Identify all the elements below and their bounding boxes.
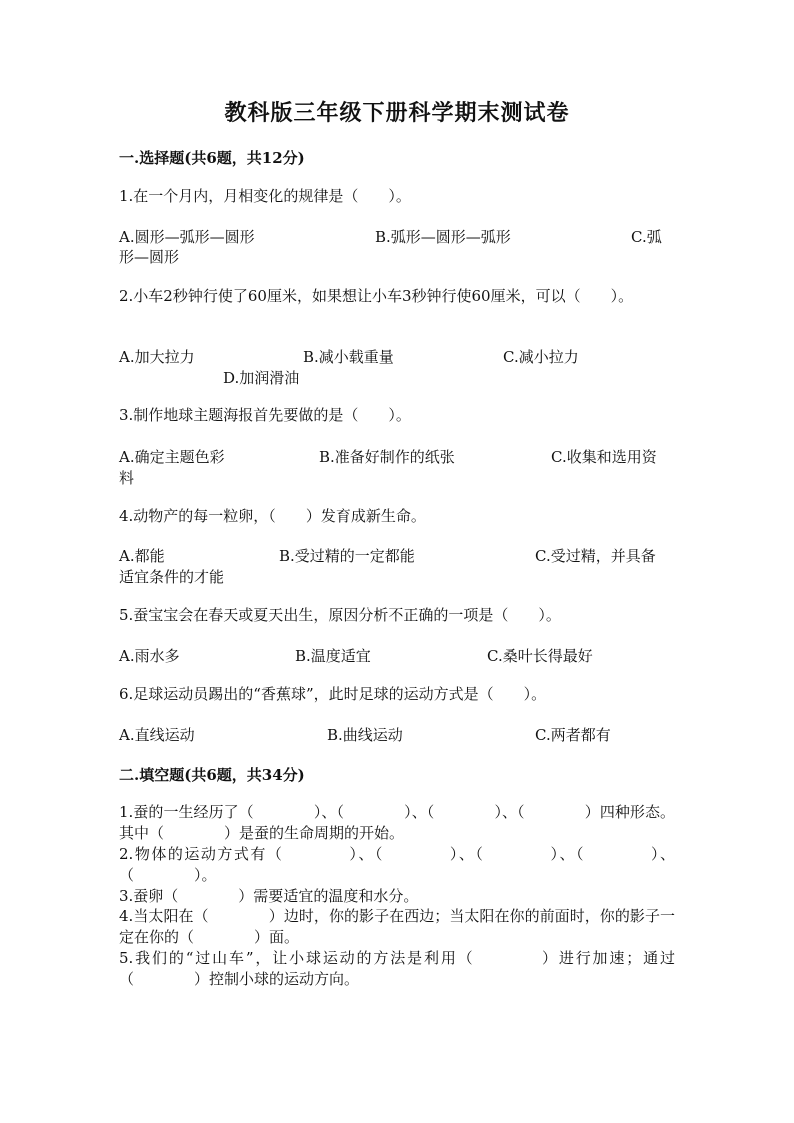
q1-option-c: C.弧 — [631, 228, 662, 246]
fill-item-1: 1.蚕的一生经历了（ ）、（ ）、（ ）、（ ）四种形态。其中（ ）是蚕的生命周期的开始。 — [119, 803, 675, 842]
q5-option-c: C.桑叶长得最好 — [487, 647, 593, 665]
q3-option-c-continued: 料 — [119, 469, 135, 487]
q3-option-c: C.收集和选用资 — [551, 448, 657, 466]
q3-option-a: A.确定主题色彩 — [119, 448, 225, 466]
q4-option-c-continued: 适宜条件的才能 — [119, 568, 225, 586]
question-3: 3.制作地球主题海报首先要做的是（ ）。 — [119, 406, 411, 424]
fill-item-5: 5.我们的“过山车”，让小球运动的方法是利用（ ）进行加速；通过（ ）控制小球的运动方向。 — [119, 949, 675, 988]
q1-option-a: A.圆形—弧形—圆形 — [119, 228, 255, 246]
q2-option-c: C.减小拉力 — [503, 348, 579, 366]
question-1: 1.在一个月内，月相变化的规律是（ ）。 — [119, 187, 411, 205]
q6-option-c: C.两者都有 — [535, 726, 611, 744]
q5-option-a: A.雨水多 — [119, 647, 180, 665]
q4-option-c: C.受过精，并具备 — [535, 547, 656, 565]
page-title: 教科版三年级下册科学期末测试卷 — [224, 100, 570, 126]
section-heading-choice: 一.选择题(共6题，共12分) — [119, 149, 305, 167]
q6-option-a: A.直线运动 — [119, 726, 195, 744]
q3-option-b: B.准备好制作的纸张 — [319, 448, 455, 466]
q5-option-b: B.温度适宜 — [295, 647, 371, 665]
q4-option-a: A.都能 — [119, 547, 165, 565]
q4-option-b: B.受过精的一定都能 — [279, 547, 415, 565]
fill-item-2: 2.物体的运动方式有（ ）、（ ）、（ ）、（ ）、（ ）。 — [119, 845, 675, 884]
question-4: 4.动物产的每一粒卵，（ ）发育成新生命。 — [119, 507, 426, 525]
question-2: 2.小车2秒钟行使了60厘米，如果想让小车3秒钟行使60厘米，可以（ ）。 — [119, 287, 634, 305]
q1-option-c-continued: 形—圆形 — [119, 248, 180, 266]
question-6: 6.足球运动员踢出的“香蕉球”，此时足球的运动方式是（ ）。 — [119, 685, 547, 703]
question-5: 5.蚕宝宝会在春天或夏天出生，原因分析不正确的一项是（ ）。 — [119, 606, 561, 624]
q2-option-a: A.加大拉力 — [119, 348, 195, 366]
section-heading-fill: 二.填空题(共6题，共34分) — [119, 766, 305, 784]
fill-item-4: 4.当太阳在（ ）边时，你的影子在西边；当太阳在你的前面时，你的影子一定在你的（ ）面。 — [119, 907, 675, 946]
q2-option-d: D.加润滑油 — [223, 369, 300, 387]
fill-item-3: 3.蚕卵（ ）需要适宜的温度和水分。 — [119, 887, 419, 905]
q1-option-b: B.弧形—圆形—弧形 — [375, 228, 511, 246]
q6-option-b: B.曲线运动 — [327, 726, 403, 744]
q2-option-b: B.减小载重量 — [303, 348, 394, 366]
